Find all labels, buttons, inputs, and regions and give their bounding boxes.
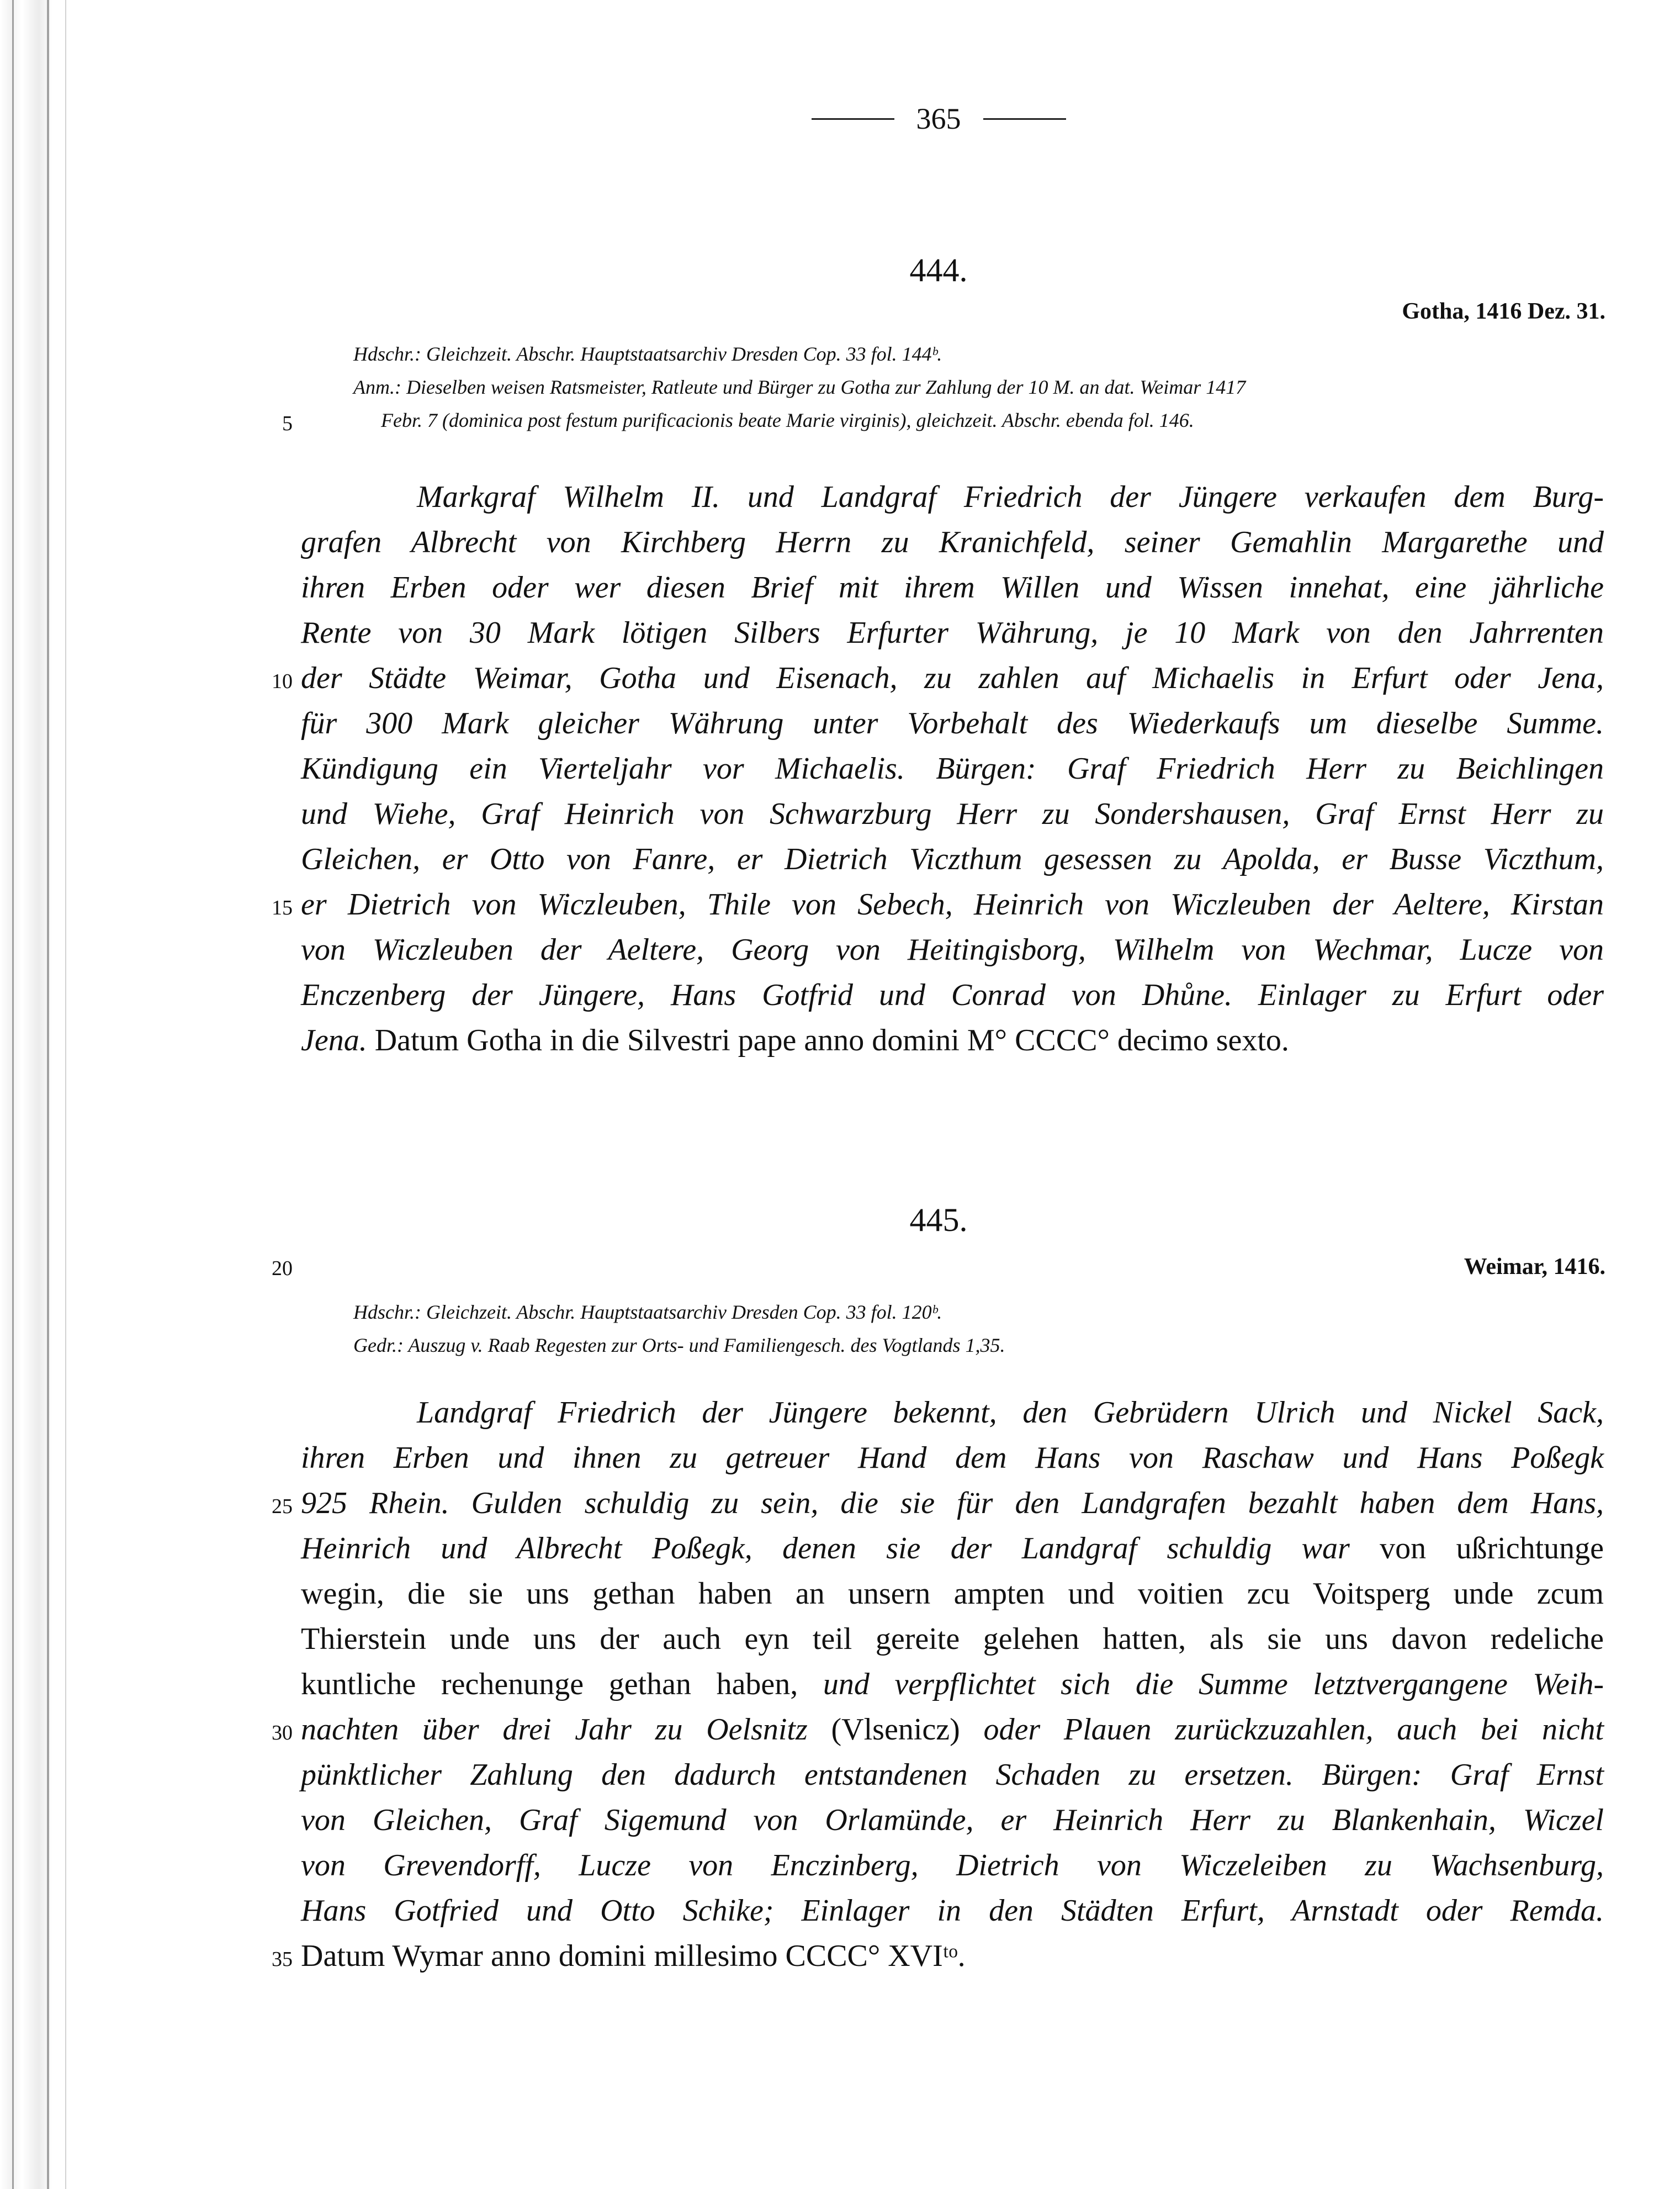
body-line: 925 Rhein. Gulden schuldig zu sein, die sie für den Landgrafen bezahlt haben dem Hans, [301, 1486, 1604, 1520]
body-line: wegin, die sie uns gethan haben an unsern ampten und voitien zcu Voitsperg unde zcum [301, 1577, 1604, 1611]
body-line: Enczenberg der Jüngere, Hans Gotfrid und Conrad von Dhůne. Einlager zu Erfurt oder [301, 978, 1604, 1012]
body-line: Hans Gotfried und Otto Schike; Einlager in den Städten Erfurt, Arnstadt oder Remda. [301, 1894, 1604, 1928]
document-number-444: 444. [909, 252, 968, 288]
page-header [773, 94, 1104, 144]
body-line: und Wiehe, Graf Heinrich von Schwarzburg Herr zu Sondershausen, Graf Ernst Herr zu [301, 797, 1604, 831]
body-line: Kündigung ein Vierteljahr vor Michaelis. Bürgen: Graf Friedrich Herr zu Beichlingen [301, 752, 1604, 786]
scan-edge-line [65, 0, 66, 2189]
body-line: pünktlicher Zahlung den dadurch entstandenen Schaden zu ersetzen. Bürgen: Graf Ernst [301, 1758, 1604, 1792]
source-note: Hdschr.: Gleichzeit. Abschr. Hauptstaatsarchiv Dresden Cop. 33 fol. 120ᵇ. [353, 1301, 942, 1323]
body-line [301, 1707, 1604, 1752]
page-number: 365 [916, 102, 961, 135]
line-number: 10 [272, 670, 293, 693]
body-line: ihren Erben oder wer diesen Brief mit ihrem Willen und Wissen innehat, eine jährliche [301, 570, 1604, 605]
body-line: von Wiczleuben der Aeltere, Georg von Heitingisborg, Wilhelm von Wechmar, Lucze von [301, 933, 1604, 967]
scan-edge-line [12, 0, 14, 2189]
line-number: 25 [272, 1495, 293, 1518]
body-text-upright: von ußrichtunge [1349, 1531, 1604, 1566]
body-line: für 300 Mark gleicher Währung unter Vorbehalt des Wiederkaufs um dieselbe Summe. [301, 706, 1604, 741]
body-line: Thierstein unde uns der auch eyn teil gereite gelehen hatten, als sie uns davon redeliche [301, 1622, 1604, 1656]
body-text-upright: (Vlsenicz) [831, 1712, 960, 1747]
source-note: Hdschr.: Gleichzeit. Abschr. Hauptstaatsarchiv Dresden Cop. 33 fol. 144ᵇ. [353, 343, 942, 365]
line-number: 30 [272, 1721, 293, 1744]
body-line: von Grevendorff, Lucze von Enczinberg, Dietrich von Wiczeleiben zu Wachsenburg, [301, 1848, 1604, 1883]
body-line: der Städte Weimar, Gotha und Eisenach, zu zahlen auf Michaelis in Erfurt oder Jena, [301, 661, 1604, 695]
body-text-italic: Jena. [301, 1023, 367, 1058]
body-line: Rente von 30 Mark lötigen Silbers Erfurter Währung, je 10 Mark von den Jahrrenten [301, 616, 1604, 650]
body-line [301, 1526, 1604, 1571]
header-dash-left [812, 118, 894, 120]
body-line: grafen Albrecht von Kirchberg Herrn zu Kranichfeld, seiner Gemahlin Margarethe und [301, 525, 1604, 559]
body-line-last [301, 1018, 1604, 1062]
body-line: Gleichen, er Otto von Fanre, er Dietrich Viczthum gesessen zu Apolda, er Busse Viczthum, [301, 842, 1604, 876]
annotation-note: Anm.: Dieselben weisen Ratsmeister, Ratleute und Bürger zu Gotha zur Zahlung der 10 M. an dat. Weimar 1417 [353, 376, 1246, 398]
body-line [301, 1662, 1604, 1706]
header-dash-right [983, 118, 1066, 120]
body-line: Markgraf Wilhelm II. und Landgraf Friedrich der Jüngere verkaufen dem Burg- [417, 480, 1604, 514]
body-text-italic: oder Plauen zurückzuzahlen, auch bei nicht [960, 1712, 1604, 1747]
body-line: er Dietrich von Wiczleuben, Thile von Sebech, Heinrich von Wiczleuben der Aeltere, Kirstan [301, 887, 1604, 922]
document-number-445: 445. [909, 1202, 968, 1238]
body-text-italic: und verpflichtet sich die Summe letztvergangene Weih- [823, 1667, 1604, 1701]
body-line: von Gleichen, Graf Sigemund von Orlamünde, er Heinrich Herr zu Blankenhain, Wiczel [301, 1803, 1604, 1837]
line-number: 20 [272, 1257, 293, 1280]
body-line-last: Datum Wymar anno domini millesimo CCCC° XVIᵗᵒ. [301, 1939, 966, 1973]
scan-edge-line [47, 0, 49, 2189]
line-number: 35 [272, 1948, 293, 1971]
line-number: 15 [272, 896, 293, 919]
body-line: Landgraf Friedrich der Jüngere bekennt, den Gebrüdern Ulrich und Nickel Sack, [417, 1395, 1604, 1430]
body-text-upright: Datum Gotha in die Silvestri pape anno domini M° CCCC° decimo sexto. [367, 1023, 1289, 1058]
place-date-444: Gotha, 1416 Dez. 31. [1402, 299, 1605, 324]
body-text-italic: nachten über drei Jahr zu Oelsnitz [301, 1712, 831, 1747]
body-line: ihren Erben und ihnen zu getreuer Hand dem Hans von Raschaw und Hans Poßegk [301, 1441, 1604, 1475]
print-note: Gedr.: Auszug v. Raab Regesten zur Orts- und Familiengesch. des Vogtlands 1,35. [353, 1334, 1005, 1356]
body-text-upright: kuntliche rechenunge gethan haben, [301, 1667, 823, 1701]
place-date-445: Weimar, 1416. [1464, 1254, 1605, 1279]
annotation-note-cont: Febr. 7 (dominica post festum purificacionis beate Marie virginis), gleichzeit. Abschr. ebenda fol. 146. [381, 409, 1194, 431]
line-number: 5 [282, 412, 293, 435]
body-text-italic: Heinrich und Albrecht Poßegk, denen sie der Landgraf schuldig war [301, 1531, 1350, 1566]
